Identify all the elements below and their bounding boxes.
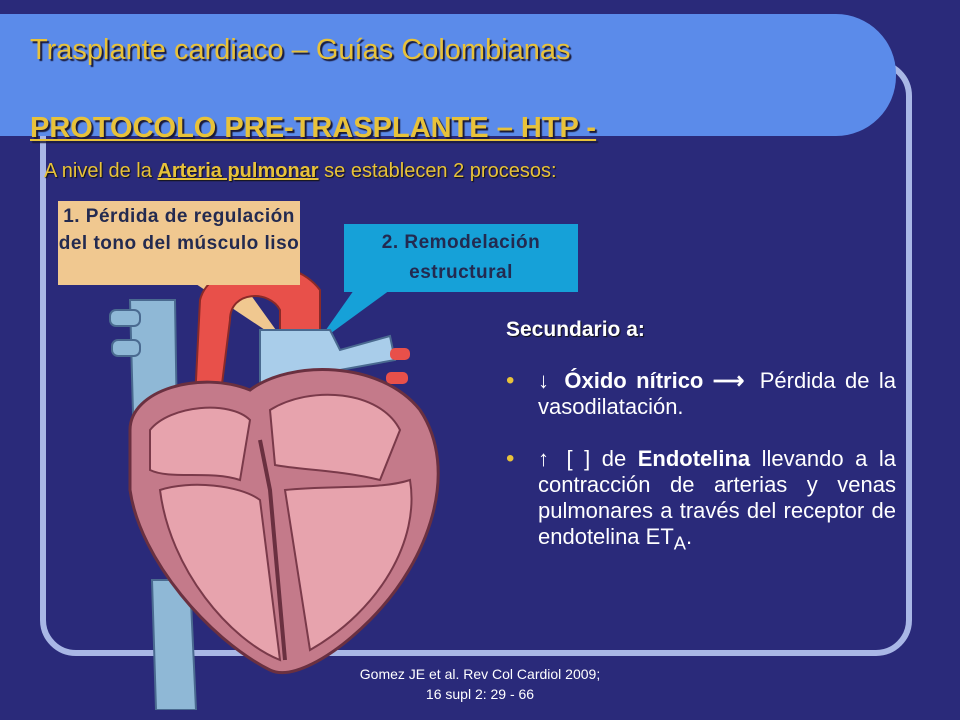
slide-title: Trasplante cardiaco – Guías Colombianas [30,34,571,66]
citation-line-2: 16 supl 2: 29 - 66 [425,686,535,702]
bullet2-text: llevando a la contracción de arterias y venas pulmonares a través del receptor de endotelina ET [538,446,896,549]
bullet2-pre: [ ] de [566,446,627,471]
intro-prefix: A nivel de la [44,160,152,182]
bullet2-end: . [686,524,693,549]
citation [300,664,660,704]
intro-suffix: se establecen 2 procesos: [324,160,557,182]
intro-highlight: Arteria pulmonar [157,160,319,182]
bullet1-text: Pérdida de la vasodilatación. [538,368,896,419]
right-arrow-icon: ⟶ [712,368,745,393]
callout-box-2: 2. Remodelación estructural [344,224,578,292]
citation-line-1: Gomez JE et al. Rev Col Cardiol 2009; [359,666,601,682]
callout-box-1: 1. Pérdida de regulación del tono del músculo liso [58,201,300,285]
down-arrow-icon: ↓ [538,368,549,393]
slide-subtitle: PROTOCOLO PRE-TRASPLANTE – HTP - [30,112,597,144]
term-endothelin: Endotelina [637,446,751,471]
bullet-dot-icon: • [506,445,515,472]
up-arrow-icon: ↑ [538,446,549,471]
header-banner [0,14,896,144]
bullet-endothelin [506,446,896,556]
term-nitric-oxide: Óxido nítrico [564,368,704,393]
secondary-label: Secundario a: [506,318,645,341]
heart-anatomy-illustration [90,240,470,710]
intro-text [44,160,557,183]
content-panel [506,318,896,556]
bullet-nitric-oxide [506,368,896,420]
bullet-dot-icon: • [506,367,515,394]
subscript-a: A [673,532,686,554]
